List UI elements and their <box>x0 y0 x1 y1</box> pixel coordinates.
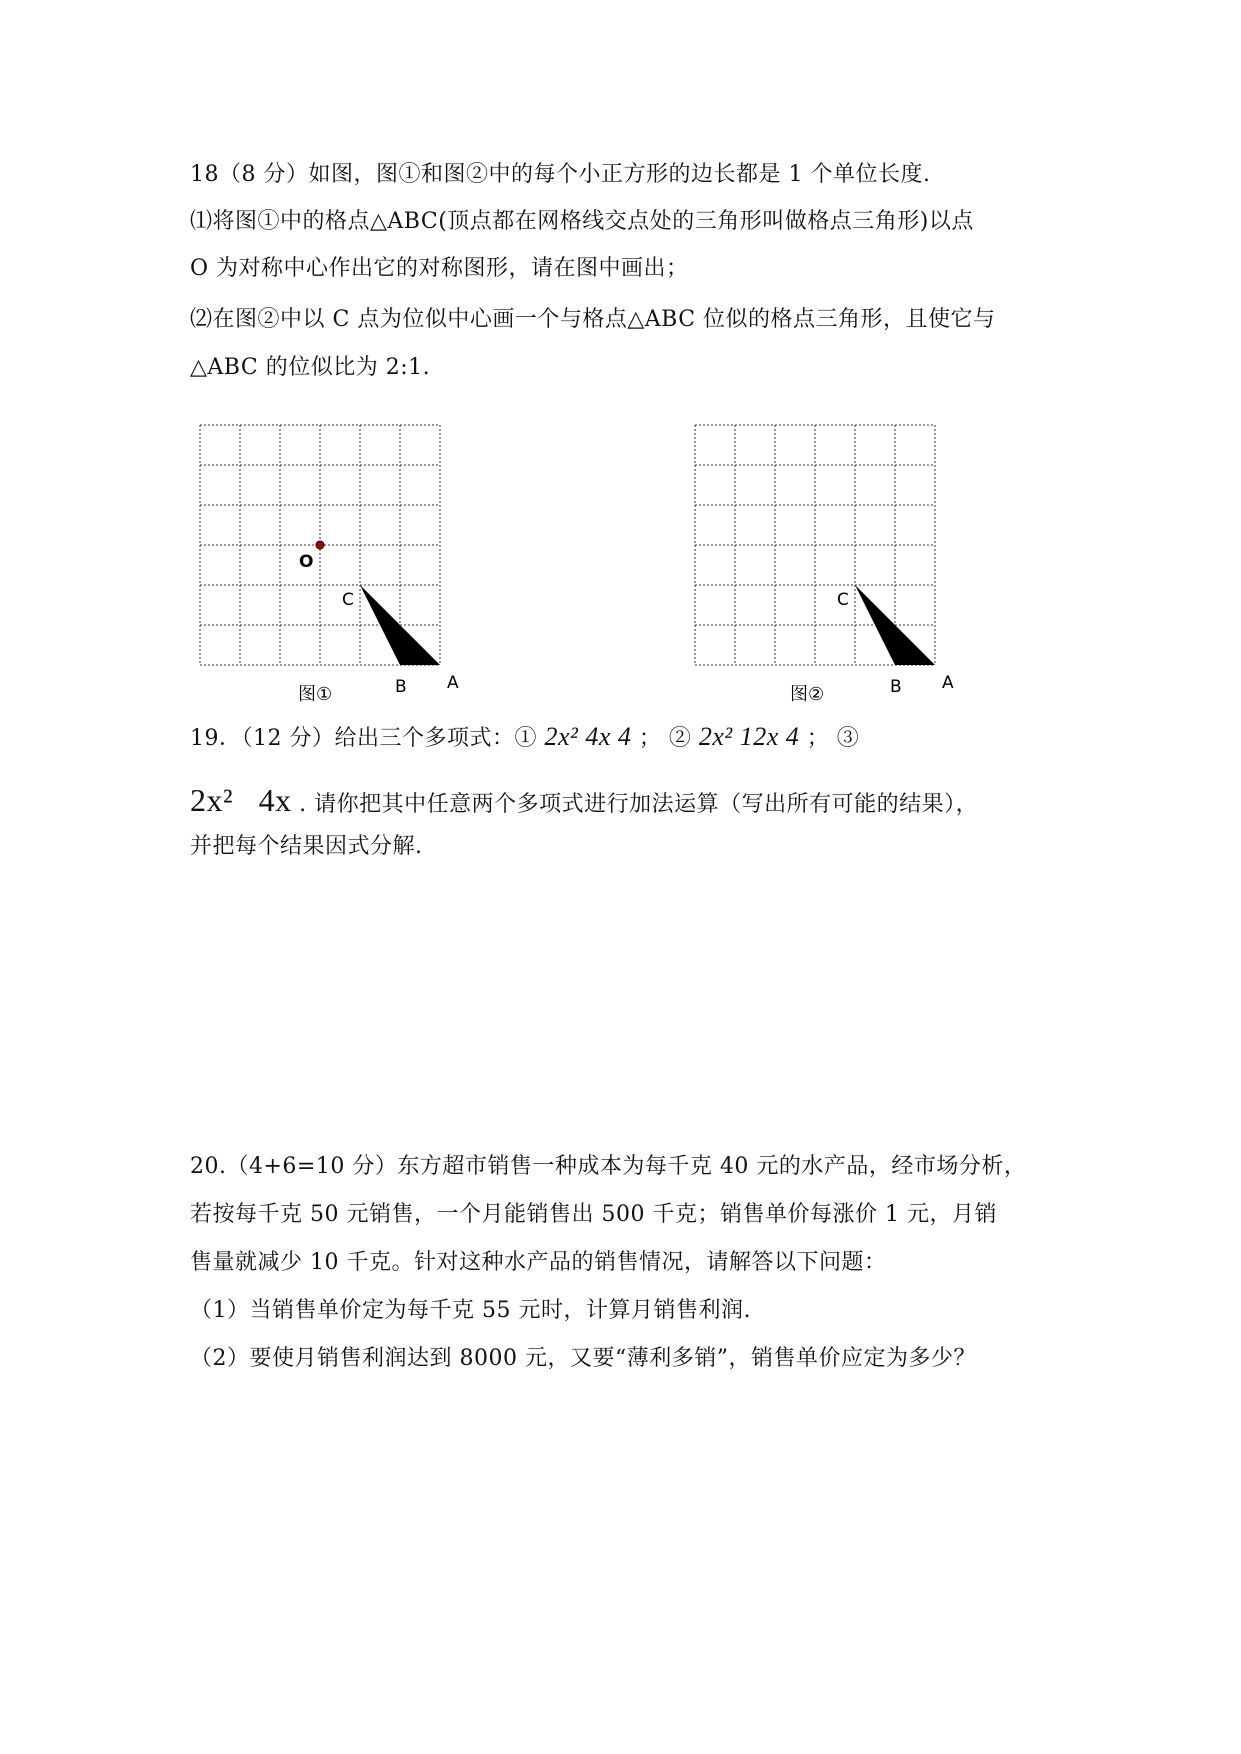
q20-line-3: 售量就减少 10 千克。针对这种水产品的销售情况，请解答以下问题： <box>190 1250 887 1275</box>
grid-figure-2 <box>690 420 960 720</box>
label-a: A <box>942 673 954 693</box>
label-c: C <box>837 590 849 610</box>
label-b: B <box>890 677 902 697</box>
q19-polynomial-2: 2x² 12x 4 <box>698 722 800 751</box>
q20-line-5: （2）要使月销售利润达到 8000 元，又要“薄利多销”，销售单价应定为多少？ <box>190 1346 976 1371</box>
q18-line-3: O 为对称中心作出它的对称图形，请在图中画出； <box>190 256 689 281</box>
q19-line-2-text: . 请你把其中任意两个多项式进行加法运算（写出所有可能的结果）， <box>299 792 979 817</box>
q19-polynomial-3-term-2: 4x <box>258 782 292 818</box>
q19-line-1 <box>190 722 859 754</box>
q19-prefix: 19．（12 分）给出三个多项式：① <box>190 726 537 751</box>
label-a: A <box>447 673 459 693</box>
figure-caption-1: 图① <box>298 684 333 705</box>
q19-separator-2: ； ③ <box>806 726 860 751</box>
q18-line-4: ⑵在图②中以 C 点为位似中心画一个与格点△ABC 位似的格点三角形，且使它与 <box>190 307 996 332</box>
q20-line-1: 20.（4+6=10 分）东方超市销售一种成本为每千克 40 元的水产品，经市场分析， <box>190 1154 1027 1179</box>
q19-polynomial-1: 2x² 4x 4 <box>544 722 632 751</box>
q19-line-3: 并把每个结果因式分解. <box>190 834 423 859</box>
q20-line-2: 若按每千克 50 元销售，一个月能销售出 500 千克；销售单价每涨价 1 元，月销 <box>190 1202 997 1227</box>
point-o <box>316 541 324 549</box>
q19-separator-1: ； ② <box>638 726 692 751</box>
q19-line-2 <box>190 780 978 825</box>
q18-line-5: △ABC 的位似比为 2:1. <box>190 355 431 380</box>
label-b: B <box>395 677 407 697</box>
q20-line-4: （1）当销售单价定为每千克 55 元时，计算月销售利润. <box>190 1298 751 1323</box>
label-o: O <box>299 552 314 572</box>
q18-line-2: ⑴将图①中的格点△ABC(顶点都在网格线交点处的三角形叫做格点三角形)以点 <box>190 209 974 234</box>
q19-polynomial-3-term-1: 2x² <box>190 782 234 818</box>
figure-caption-2: 图② <box>790 684 825 705</box>
grid-figure-1 <box>195 420 465 720</box>
q18-line-1: 18（8 分）如图，图①和图②中的每个小正方形的边长都是 1 个单位长度. <box>190 162 931 187</box>
label-c: C <box>342 590 354 610</box>
